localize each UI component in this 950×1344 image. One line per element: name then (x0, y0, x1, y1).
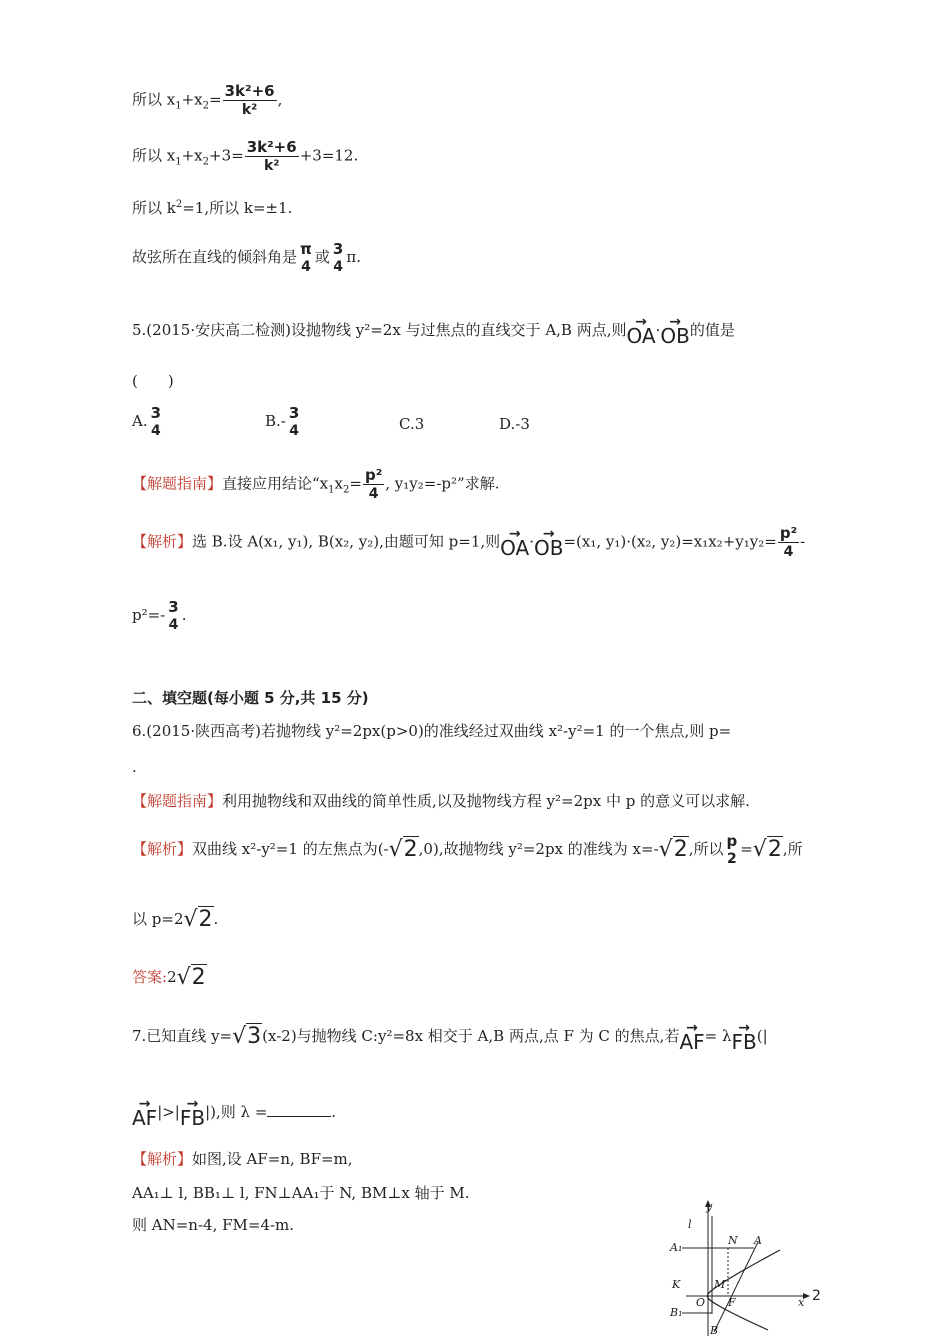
q7-stem (132, 1022, 768, 1052)
line-k-squared (132, 194, 292, 219)
text: = λ (704, 1027, 732, 1045)
sqrt: √2 (658, 837, 688, 862)
numerator: 3k²+6 (246, 138, 297, 156)
q5-paren: ( ) (132, 372, 174, 390)
sub: 1 (175, 100, 182, 112)
q5-option-a (132, 404, 164, 440)
text: |),则 λ = (205, 1103, 268, 1121)
q5-solution (132, 524, 805, 561)
numerator: p² (779, 524, 798, 542)
sub: 2 (202, 100, 210, 112)
radicand: 3 (247, 1024, 262, 1049)
sqrt: √2 (183, 907, 213, 932)
vector-ob: → OB (534, 528, 563, 558)
numerator: π (300, 240, 312, 258)
vector-oa: → OA (500, 528, 529, 558)
solution-tag: 【解析】 (132, 532, 193, 551)
text: +3= (209, 146, 244, 165)
denominator: 4 (168, 617, 179, 633)
label-a1: A₁ (670, 1241, 683, 1254)
numerator: 3 (332, 240, 344, 258)
sqrt: √2 (388, 837, 418, 862)
text: +x (181, 90, 203, 109)
text: 所以 k (132, 199, 176, 217)
numerator: p² (364, 466, 383, 484)
text: |>| (157, 1103, 180, 1121)
q6-solution-cont (132, 908, 218, 931)
radicand: 2 (673, 837, 688, 862)
text: B.- (265, 412, 286, 430)
q6-guide (132, 790, 750, 812)
text: · (655, 321, 661, 339)
line-sum-plus-3 (132, 138, 358, 175)
text: - (800, 532, 806, 551)
vector-oa: → OA (626, 316, 655, 346)
numerator: 3k²+6 (224, 82, 275, 100)
solution-tag: 【解析】 (132, 840, 193, 858)
text: = (740, 840, 753, 858)
text: 直接应用结论“x (222, 474, 329, 493)
text: =1,所以 k=±1. (182, 199, 293, 217)
text: = (349, 474, 362, 493)
denominator: 2 (726, 851, 737, 867)
q6-stem: 6.(2015·陕西高考)若抛物线 y²=2px(p>0)的准线经过双曲线 x²-y²=1 的一个焦点,则 p= (132, 722, 732, 740)
label-n: N (728, 1234, 738, 1247)
label-o: O (696, 1296, 706, 1309)
fraction (298, 240, 314, 276)
text: , (277, 90, 283, 109)
numerator: 3 (150, 404, 162, 422)
guide-tag: 【解题指南】 (132, 474, 223, 493)
q5-stem (132, 316, 735, 346)
label-k: K (672, 1278, 681, 1291)
q5-option-c: C.3 (399, 415, 425, 433)
text: A. (132, 412, 148, 430)
sqrt: √2 (176, 965, 206, 990)
q7-solution-3: 则 AN=n-4, FM=4-m. (132, 1216, 295, 1234)
label-b: B (710, 1324, 719, 1336)
text: p²=- (132, 606, 166, 624)
text: 5.(2015·安庆高二检测)设抛物线 y²=2x 与过焦点的直线交于 A,B 两点,则 (132, 321, 627, 339)
q6-stem-end: . (132, 758, 137, 776)
text: 故弦所在直线的倾斜角是 (132, 248, 298, 266)
denominator: 4 (289, 423, 299, 439)
text: 所以 x (132, 146, 176, 165)
line-sum-x1-x2 (132, 82, 282, 119)
fraction (245, 138, 299, 175)
sub: 1 (328, 484, 335, 496)
denominator: 4 (301, 259, 311, 275)
fraction (149, 404, 163, 440)
q7-solution-2: AA₁⊥ l, BB₁⊥ l, FN⊥AA₁于 N, BM⊥x 轴于 M. (132, 1184, 470, 1202)
radicand: 2 (191, 965, 206, 990)
vector-ob: → OB (660, 316, 689, 346)
fraction (363, 466, 384, 503)
denominator: 4 (333, 259, 343, 275)
sqrt: √2 (752, 837, 782, 862)
vector-af: → AF (679, 1022, 704, 1052)
text: x (334, 474, 343, 493)
text: 以 p=2 (132, 910, 184, 928)
label-b1: B₁ (670, 1306, 683, 1319)
text: 利用抛物线和双曲线的简单性质,以及抛物线方程 y²=2px 中 p 的意义可以求解. (222, 792, 750, 810)
label-y: y (706, 1200, 713, 1213)
q5-solution-cont (132, 598, 186, 634)
text: (x-2)与抛物线 C:y²=8x 相交于 A,B 两点,点 F 为 C 的焦点,若 (262, 1027, 680, 1045)
label-f: F (728, 1296, 736, 1309)
sub: 1 (175, 156, 182, 168)
denominator: k² (263, 158, 280, 174)
text: 的值是 (689, 321, 735, 339)
section-heading: 二、填空题(每小题 5 分,共 15 分) (132, 689, 369, 707)
text: +x (181, 146, 203, 165)
fraction (223, 82, 277, 119)
denominator: 4 (150, 423, 161, 439)
fraction (166, 598, 180, 634)
fraction (724, 832, 739, 868)
q7-solution-1 (132, 1148, 353, 1170)
vector-fb: → FB (731, 1022, 756, 1052)
text: 7.已知直线 y= (132, 1027, 233, 1045)
radicand: 2 (403, 837, 418, 862)
sub: 2 (202, 156, 210, 168)
text: · (529, 532, 535, 551)
numerator: 3 (288, 404, 300, 422)
denominator: 4 (368, 486, 379, 502)
parabola-figure (662, 1196, 812, 1336)
text: . (181, 606, 187, 624)
solution-tag: 【解析】 (132, 1150, 193, 1168)
label-x: x (798, 1296, 805, 1309)
q7-stem-cont (132, 1098, 336, 1128)
radicand: 2 (198, 907, 213, 932)
text: ,所以 (688, 840, 724, 858)
text: , y₁y₂=-p²”求解. (385, 474, 500, 493)
page-number: 2 (812, 1288, 821, 1304)
line-incline-angle (132, 240, 361, 276)
fraction (331, 240, 345, 276)
sqrt: √3 (232, 1024, 262, 1049)
text: 或 (314, 248, 330, 266)
sub: 2 (343, 484, 350, 496)
text: =(x₁, y₁)·(x₂, y₂)=x₁x₂+y₁y₂= (563, 532, 777, 551)
numerator: p (726, 832, 738, 850)
answer-label: 答案: (132, 968, 168, 986)
fraction (778, 524, 799, 561)
q6-solution (132, 832, 803, 868)
label-a: A (754, 1234, 762, 1247)
numerator: 3 (168, 598, 179, 616)
q6-answer (132, 966, 207, 989)
text: π. (346, 248, 361, 266)
text: 选 B.设 A(x₁, y₁), B(x₂, y₂),由题可知 p=1,则 (192, 532, 501, 551)
label-m: M (714, 1278, 726, 1291)
text: (| (756, 1027, 768, 1045)
answer-value: 2 (167, 968, 177, 986)
text: ,0),故抛物线 y²=2px 的准线为 x=- (418, 840, 659, 858)
text: = (209, 90, 222, 109)
vector-fb: → FB (180, 1098, 205, 1128)
text: +3=12. (299, 146, 359, 165)
text: . (331, 1103, 337, 1121)
text: ,所 (782, 840, 803, 858)
q5-option-b (265, 404, 302, 440)
fraction (287, 404, 301, 440)
label-l: l (688, 1218, 692, 1231)
text: 所以 x (132, 90, 176, 109)
q5-option-d: D.-3 (499, 415, 530, 433)
text: 双曲线 x²-y²=1 的左焦点为(- (192, 840, 389, 858)
guide-tag: 【解题指南】 (132, 792, 223, 810)
denominator: 4 (783, 544, 794, 560)
text: 如图,设 AF=n, BF=m, (192, 1150, 353, 1168)
vector-af: → AF (132, 1098, 157, 1128)
q5-guide (132, 466, 499, 503)
denominator: k² (241, 102, 258, 118)
radicand: 2 (767, 837, 782, 862)
sup: 2 (175, 199, 183, 210)
answer-blank (267, 1116, 331, 1117)
text: . (213, 910, 219, 928)
